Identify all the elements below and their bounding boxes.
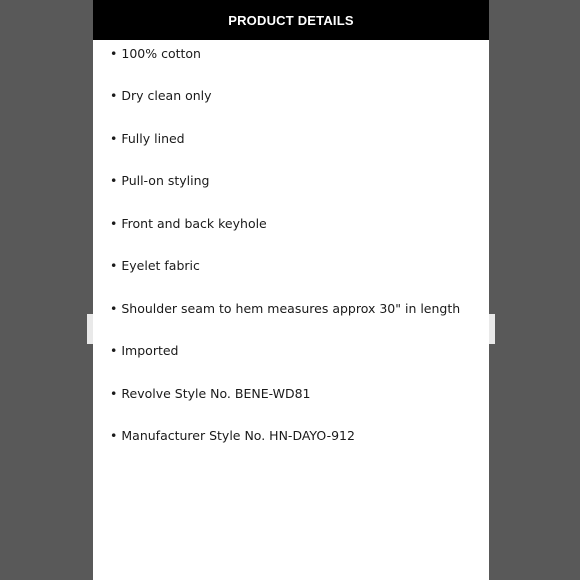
detail-text: Eyelet fabric — [121, 258, 200, 273]
bullet-icon: • — [110, 428, 118, 443]
bullet-icon: • — [110, 258, 118, 273]
detail-text: Front and back keyhole — [121, 216, 267, 231]
bullet-icon: • — [110, 301, 118, 316]
bullet-icon: • — [110, 173, 118, 188]
panel-title: PRODUCT DETAILS — [228, 12, 354, 28]
detail-text: Fully lined — [121, 131, 185, 146]
list-item — [110, 343, 179, 359]
bullet-icon: • — [110, 216, 118, 231]
list-item — [110, 386, 310, 402]
list-item — [110, 428, 355, 444]
product-details-panel — [93, 0, 489, 580]
bullet-icon: • — [110, 343, 118, 358]
list-item — [110, 216, 267, 232]
list-item — [110, 46, 201, 62]
list-item — [110, 258, 200, 274]
detail-text: Dry clean only — [121, 88, 212, 103]
detail-text: Pull-on styling — [121, 173, 210, 188]
list-item — [110, 173, 209, 189]
detail-text: Shoulder seam to hem measures approx 30" in length — [121, 301, 461, 316]
detail-text: Imported — [121, 343, 179, 358]
detail-text: Manufacturer Style No. HN-DAYO-912 — [121, 428, 355, 443]
detail-text: Revolve Style No. BENE-WD81 — [121, 386, 311, 401]
bullet-icon: • — [110, 88, 118, 103]
right-scroll-handle[interactable] — [489, 314, 495, 344]
detail-text: 100% cotton — [121, 46, 201, 61]
bullet-icon: • — [110, 46, 118, 61]
list-item — [110, 301, 460, 317]
bullet-icon: • — [110, 131, 118, 146]
panel-header — [93, 0, 489, 40]
bullet-icon: • — [110, 386, 118, 401]
list-item — [110, 88, 212, 104]
list-item — [110, 131, 185, 147]
